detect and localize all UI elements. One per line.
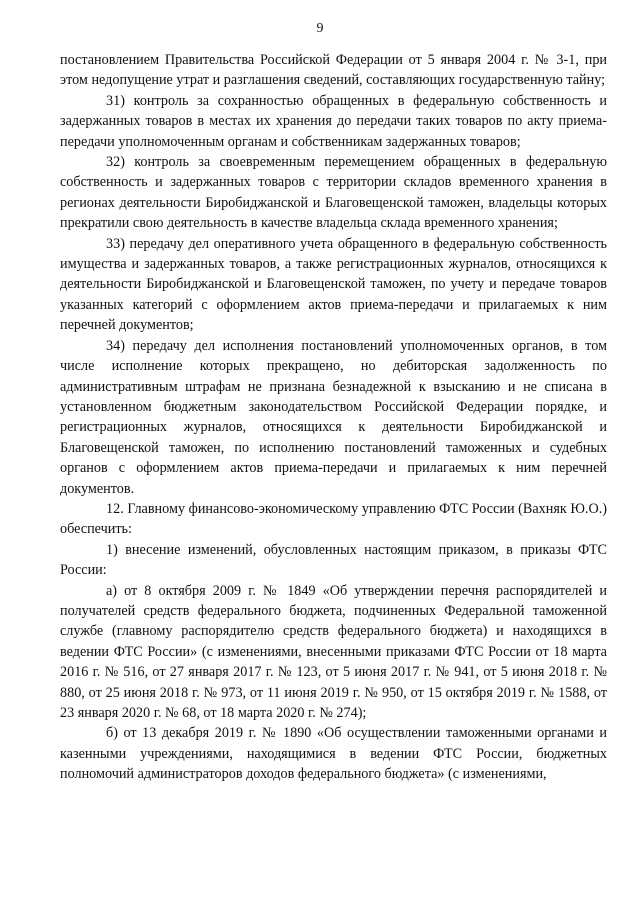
paragraph: 12. Главному финансово-экономическому управлению ФТС России (Вахняк Ю.О.) обеспечить:: [60, 500, 607, 538]
paragraph: 33) передачу дел оперативного учета обращенного в федеральную собственность имущества и задержанных товаров, а также регистрационных журналов, относящихся к деятельности Биробиджанской и Благовещенской таможен, по учету и передаче товаров указанных категорий с оформлением актов приема-передачи и прилагаемых к ним перечней документов;: [60, 235, 607, 334]
paragraph: а) от 8 октября 2009 г. № 1849 «Об утверждении перечня распорядителей и получателей средств федерального бюджета, подчиненных Федеральной таможенной службе (главному распорядителю средств федерального бюджета) и находящихся в ведении ФТС России» (с изменениями, внесенными приказами ФТС России от 18 марта 2016 г. № 516, от 27 января 2017 г. № 123, от 5 июня 2017 г. № 941, от 5 июня 2018 г. № 880, от 25 июня 2018 г. № 973, от 11 июня 2019 г. № 950, от 15 октября 2019 г. № 1588, от 23 января 2020 г. № 68, от 18 марта 2020 г. № 274);: [60, 582, 607, 721]
page-number: 9: [316, 21, 324, 36]
paragraph: 31) контроль за сохранностью обращенных в федеральную собственность и задержанных товаров в местах их хранения до передачи таких товаров по акту приема-передачи уполномоченным органам и собственникам задержанных товаров;: [60, 92, 607, 150]
paragraph: 32) контроль за своевременным перемещением обращенных в федеральную собственность и задержанных товаров с территории складов временного хранения в регионах деятельности Биробиджанской и Благовещенской таможен, владельцы которых прекратили свою деятельность в качестве владельца склада временного хранения;: [60, 154, 607, 232]
paragraph: постановлением Правительства Российской Федерации от 5 января 2004 г. № 3-1, при этом недопущение утрат и разглашения сведений, составляющих государственную тайну;: [60, 52, 607, 89]
paragraph: 1) внесение изменений, обусловленных настоящим приказом, в приказы ФТС России:: [60, 541, 607, 579]
paragraph: 34) передачу дел исполнения постановлений уполномоченных органов, в том числе исполнение которых прекращено, но дебиторская задолженность по административным штрафам не признана безнадежной к взысканию и не списана в установленном бюджетным законодательством Российской Федерации порядке, и регистрационных журналов, относящихся к деятельности Биробиджанской и Благовещенской таможен, по исполнению постановлений таможенных и судебных органов с оформлением актов приема-передачи и прилагаемых к ним перечней документов.: [60, 337, 607, 497]
paragraph: б) от 13 декабря 2019 г. № 1890 «Об осуществлении таможенными органами и казенными учреждениями, находящимися в ведении ФТС России, бюджетных полномочий администраторов доходов федерального бюджета» (с изменениями,: [60, 725, 607, 783]
document-body: [60, 50, 607, 785]
